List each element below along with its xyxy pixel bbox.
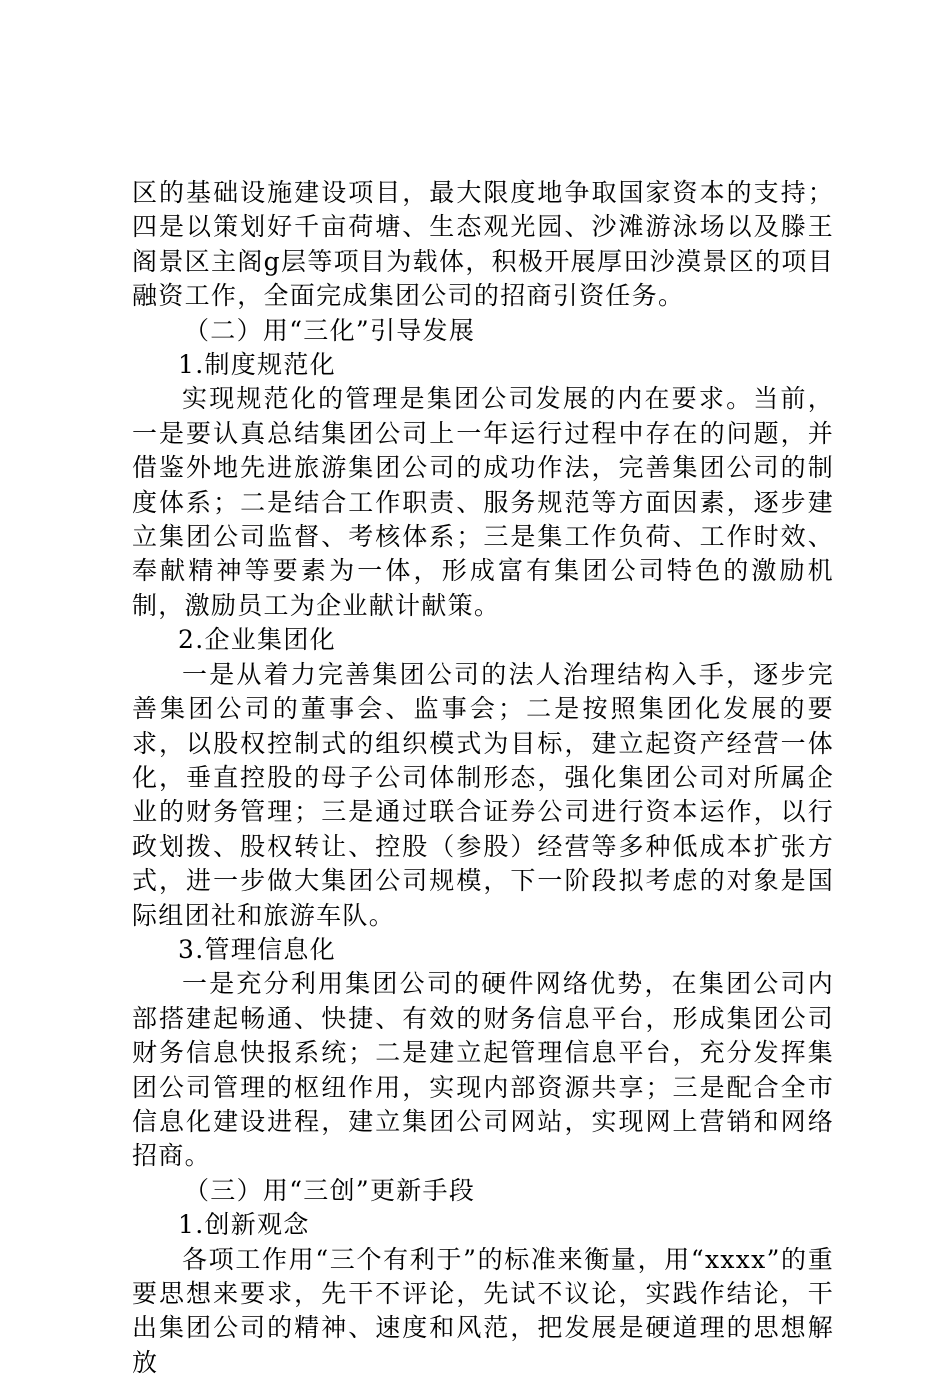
section-heading-3: （三）用“三创”更新手段	[184, 1175, 476, 1205]
section-heading-2: （二）用“三化”引导发展	[184, 315, 476, 345]
paragraph-continuation: 区的基础设施建设项目，最大限度地争取国家资本的支持；四是以策划好千亩荷塘、生态观光园、沙滩游泳场以及滕王阁景区主阁g层等项目为载体，积极开展厚田沙漠景区的项目融资工作，全面完成集团公司的招商引资任务。	[132, 178, 834, 311]
sub-heading-3: 3.管理信息化	[178, 934, 336, 964]
document-body	[132, 176, 834, 1380]
paragraph-body: 实现规范化的管理是集团公司发展的内在要求。当前，一是要认真总结集团公司上一年运行过程中存在的问题，并借鉴外地先进旅游集团公司的成功作法，完善集团公司的制度体系；二是结合工作职责、服务规范等方面因素，逐步建立集团公司监督、考核体系；三是集工作负荷、工作时效、奉献精神等要素为一体，形成富有集团公司特色的激励机制，激励员工为企业献计献策。	[132, 384, 834, 620]
paragraph-body: 各项工作用“三个有利于”的标准来衡量，用“xxxx”的重要思想来要求，先干不评论，先试不议论，实践作结论，干出集团公司的精神、速度和风范，把发展是硬道理的思想解放	[132, 1244, 834, 1377]
sub-heading-2: 2.企业集团化	[178, 625, 336, 655]
paragraph-body: 一是从着力完善集团公司的法人治理结构入手，逐步完善集团公司的董事会、监事会；二是按照集团化发展的要求，以股权控制式的组织模式为目标，建立起资产经营一体化，垂直控股的母子公司体制形态，强化集团公司对所属企业的财务管理；三是通过联合证券公司进行资本运作，以行政划拨、股权转让、控股（参股）经营等多种低成本扩张方式，进一步做大集团公司规模，下一阶段拟考虑的对象是国际组团社和旅游车队。	[132, 659, 834, 930]
paragraph-body: 一是充分利用集团公司的硬件网络优势，在集团公司内部搭建起畅通、快捷、有效的财务信息平台，形成集团公司财务信息快报系统；二是建立起管理信息平台，充分发挥集团公司管理的枢纽作用，实现内部资源共享；三是配合全市信息化建设进程，建立集团公司网站，实现网上营销和网络招商。	[132, 969, 834, 1171]
sub-heading-1: 1.创新观念	[178, 1210, 310, 1240]
sub-heading-1: 1.制度规范化	[178, 350, 336, 380]
